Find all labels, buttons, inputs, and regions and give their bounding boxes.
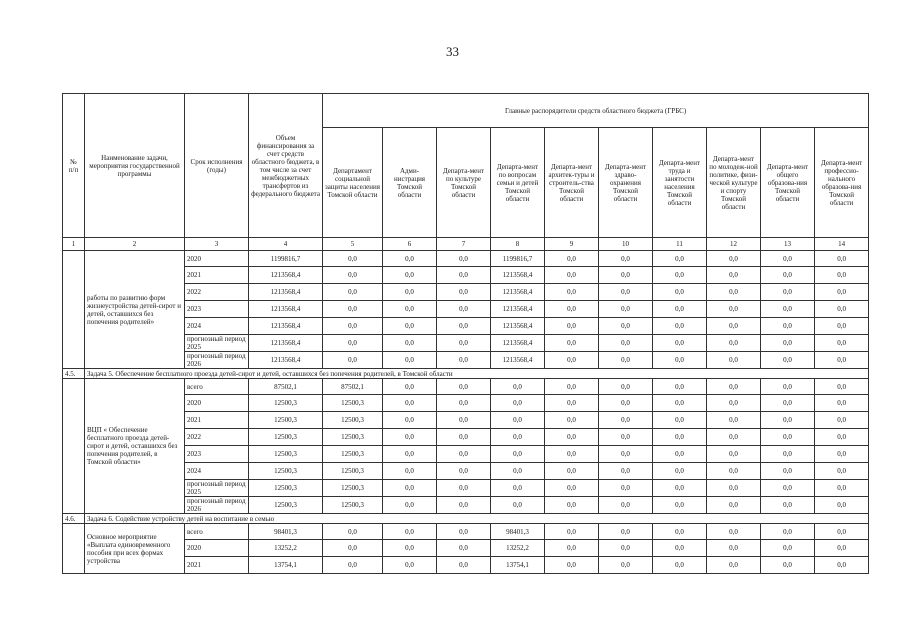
header-dept: Адми-нистрация Томской области <box>383 128 437 238</box>
value-cell: 12500,3 <box>249 446 323 463</box>
value-cell: 0,0 <box>437 301 491 318</box>
task-number: 4.5. <box>63 369 85 379</box>
page-number: 33 <box>446 44 459 59</box>
value-cell: 0,0 <box>383 284 437 301</box>
value-cell: 1213568,4 <box>249 318 323 335</box>
table-row <box>63 524 869 540</box>
value-cell: 0,0 <box>383 379 437 395</box>
value-cell: 0,0 <box>383 301 437 318</box>
column-number: 3 <box>185 238 249 251</box>
value-cell: 0,0 <box>383 557 437 574</box>
header-dept: Департа-мент профессио-нального образова-ния Томской области <box>815 128 869 238</box>
header-volume: Объем финансирования за счет средств областного бюджета, в том числе за счет межбюджетных трансфертов из федерального бюджета <box>249 94 323 238</box>
value-cell: 0,0 <box>491 446 545 463</box>
value-cell: 12500,3 <box>323 395 383 412</box>
value-cell: 12500,3 <box>249 497 323 514</box>
value-cell: 0,0 <box>437 480 491 497</box>
value-cell: 0,0 <box>323 335 383 352</box>
value-cell: 0,0 <box>599 318 653 335</box>
column-number: 8 <box>491 238 545 251</box>
value-cell: 1213568,4 <box>249 301 323 318</box>
value-cell: 0,0 <box>707 540 761 557</box>
header-dept: Департа-мент архитек-туры и строитель-ства Томской области <box>545 128 599 238</box>
value-cell: 0,0 <box>653 557 707 574</box>
value-cell: 1213568,4 <box>249 267 323 284</box>
value-cell: 0,0 <box>599 497 653 514</box>
value-cell: 0,0 <box>653 497 707 514</box>
value-cell: 0,0 <box>545 540 599 557</box>
value-cell: 0,0 <box>815 540 869 557</box>
term-cell: 2021 <box>185 412 249 429</box>
value-cell: 0,0 <box>599 284 653 301</box>
value-cell: 0,0 <box>599 352 653 369</box>
column-number: 7 <box>437 238 491 251</box>
column-number: 9 <box>545 238 599 251</box>
value-cell: 1213568,4 <box>491 352 545 369</box>
value-cell: 0,0 <box>545 497 599 514</box>
value-cell: 0,0 <box>653 335 707 352</box>
header-dept: Департа-мент здраво-охранения Томской области <box>599 128 653 238</box>
term-cell: 2024 <box>185 463 249 480</box>
value-cell: 0,0 <box>491 395 545 412</box>
term-cell: 2023 <box>185 446 249 463</box>
value-cell: 0,0 <box>761 301 815 318</box>
value-cell: 0,0 <box>653 284 707 301</box>
header-dept: Департа-мент по вопросам семьи и детей Томской области <box>491 128 545 238</box>
value-cell: 0,0 <box>707 395 761 412</box>
task-title: Задача 5. Обеспечение бесплатного проезда детей-сирот и детей, оставшихся без попечения родителей, в Томской области <box>85 369 869 379</box>
value-cell: 1213568,4 <box>491 318 545 335</box>
value-cell: 0,0 <box>815 497 869 514</box>
value-cell: 0,0 <box>707 301 761 318</box>
term-cell: всего <box>185 379 249 395</box>
term-cell: 2020 <box>185 540 249 557</box>
value-cell: 0,0 <box>383 497 437 514</box>
value-cell: 12500,3 <box>249 463 323 480</box>
value-cell: 0,0 <box>599 267 653 284</box>
value-cell: 0,0 <box>707 267 761 284</box>
value-cell: 0,0 <box>599 395 653 412</box>
value-cell: 0,0 <box>761 524 815 540</box>
term-cell: прогнозный период 2026 <box>185 497 249 514</box>
value-cell: 0,0 <box>323 284 383 301</box>
value-cell: 87502,1 <box>249 379 323 395</box>
column-number: 12 <box>707 238 761 251</box>
value-cell: 0,0 <box>761 463 815 480</box>
value-cell: 0,0 <box>761 446 815 463</box>
value-cell: 0,0 <box>815 429 869 446</box>
value-cell: 0,0 <box>545 267 599 284</box>
value-cell: 0,0 <box>707 318 761 335</box>
term-cell: 2023 <box>185 301 249 318</box>
value-cell: 0,0 <box>437 540 491 557</box>
value-cell: 0,0 <box>437 412 491 429</box>
value-cell: 0,0 <box>815 335 869 352</box>
value-cell: 0,0 <box>383 267 437 284</box>
value-cell: 0,0 <box>545 379 599 395</box>
value-cell: 0,0 <box>707 352 761 369</box>
value-cell: 0,0 <box>599 379 653 395</box>
value-cell: 0,0 <box>383 251 437 267</box>
value-cell: 0,0 <box>383 335 437 352</box>
row-index <box>63 379 85 514</box>
value-cell: 0,0 <box>761 251 815 267</box>
value-cell: 0,0 <box>761 352 815 369</box>
value-cell: 0,0 <box>545 395 599 412</box>
value-cell: 0,0 <box>437 429 491 446</box>
column-number: 5 <box>323 238 383 251</box>
value-cell: 12500,3 <box>323 480 383 497</box>
value-cell: 0,0 <box>599 412 653 429</box>
value-cell: 0,0 <box>815 446 869 463</box>
value-cell: 0,0 <box>599 463 653 480</box>
value-cell: 12500,3 <box>323 412 383 429</box>
value-cell: 0,0 <box>761 429 815 446</box>
value-cell: 0,0 <box>545 557 599 574</box>
value-cell: 0,0 <box>761 379 815 395</box>
header-num: № п/п <box>63 94 85 238</box>
value-cell: 0,0 <box>491 463 545 480</box>
value-cell: 0,0 <box>761 335 815 352</box>
value-cell: 0,0 <box>707 284 761 301</box>
value-cell: 0,0 <box>761 284 815 301</box>
value-cell: 0,0 <box>437 395 491 412</box>
value-cell: 0,0 <box>707 524 761 540</box>
value-cell: 0,0 <box>437 352 491 369</box>
value-cell: 0,0 <box>383 352 437 369</box>
value-cell: 1213568,4 <box>491 284 545 301</box>
term-cell: 2022 <box>185 429 249 446</box>
activity-name: ВЦП « Обеспечение бесплатного проезда детей-сирот и детей, оставшихся без попечения родителей, в Томской области» <box>85 379 185 514</box>
term-cell: 2020 <box>185 395 249 412</box>
value-cell: 0,0 <box>815 463 869 480</box>
value-cell: 0,0 <box>707 557 761 574</box>
column-number: 4 <box>249 238 323 251</box>
value-cell: 0,0 <box>545 412 599 429</box>
value-cell: 0,0 <box>653 524 707 540</box>
value-cell: 0,0 <box>491 497 545 514</box>
value-cell: 0,0 <box>437 335 491 352</box>
value-cell: 0,0 <box>653 301 707 318</box>
activity-name: работы по развитию форм жизнеустройства детей-сирот и детей, оставшихся без попечения родителей» <box>85 251 185 369</box>
value-cell: 0,0 <box>815 267 869 284</box>
value-cell: 0,0 <box>545 480 599 497</box>
value-cell: 0,0 <box>707 379 761 395</box>
value-cell: 0,0 <box>545 284 599 301</box>
term-cell: 2024 <box>185 318 249 335</box>
value-cell: 0,0 <box>707 429 761 446</box>
value-cell: 0,0 <box>545 318 599 335</box>
value-cell: 0,0 <box>323 524 383 540</box>
value-cell: 0,0 <box>653 429 707 446</box>
activity-name: Основное мероприятие «Выплата единовременного пособия при всех формах устройства <box>85 524 185 574</box>
value-cell: 0,0 <box>761 395 815 412</box>
value-cell: 0,0 <box>545 429 599 446</box>
value-cell: 0,0 <box>323 318 383 335</box>
value-cell: 0,0 <box>653 379 707 395</box>
value-cell: 12500,3 <box>249 429 323 446</box>
value-cell: 0,0 <box>653 395 707 412</box>
value-cell: 0,0 <box>437 463 491 480</box>
value-cell: 0,0 <box>545 352 599 369</box>
term-cell: прогнозный период 2026 <box>185 352 249 369</box>
value-cell: 0,0 <box>599 429 653 446</box>
value-cell: 0,0 <box>653 267 707 284</box>
table-row <box>63 251 869 267</box>
value-cell: 0,0 <box>707 480 761 497</box>
value-cell: 0,0 <box>323 557 383 574</box>
value-cell: 0,0 <box>491 412 545 429</box>
value-cell: 0,0 <box>653 352 707 369</box>
value-cell: 0,0 <box>599 480 653 497</box>
value-cell: 0,0 <box>491 429 545 446</box>
value-cell: 1213568,4 <box>491 267 545 284</box>
value-cell: 0,0 <box>653 412 707 429</box>
value-cell: 0,0 <box>545 463 599 480</box>
term-cell: 2022 <box>185 284 249 301</box>
value-cell: 0,0 <box>599 335 653 352</box>
budget-table <box>62 93 869 574</box>
value-cell: 0,0 <box>323 352 383 369</box>
value-cell: 0,0 <box>437 379 491 395</box>
value-cell: 12500,3 <box>323 446 383 463</box>
table-row <box>63 379 869 395</box>
value-cell: 0,0 <box>761 557 815 574</box>
term-cell: 2021 <box>185 557 249 574</box>
value-cell: 0,0 <box>815 557 869 574</box>
value-cell: 0,0 <box>653 540 707 557</box>
value-cell: 0,0 <box>599 540 653 557</box>
value-cell: 0,0 <box>815 412 869 429</box>
value-cell: 1213568,4 <box>491 301 545 318</box>
value-cell: 13754,1 <box>249 557 323 574</box>
value-cell: 0,0 <box>383 318 437 335</box>
value-cell: 0,0 <box>437 284 491 301</box>
header-dept: Департа-мент по молодеж-ной политике, физи-ческой культуре и спорту Томской области <box>707 128 761 238</box>
value-cell: 87502,1 <box>323 379 383 395</box>
term-cell: прогнозный период 2025 <box>185 480 249 497</box>
value-cell: 0,0 <box>437 446 491 463</box>
value-cell: 98401,3 <box>249 524 323 540</box>
value-cell: 12500,3 <box>249 395 323 412</box>
column-number: 1 <box>63 238 85 251</box>
value-cell: 0,0 <box>653 463 707 480</box>
value-cell: 0,0 <box>323 301 383 318</box>
value-cell: 0,0 <box>653 446 707 463</box>
value-cell: 12500,3 <box>323 463 383 480</box>
value-cell: 0,0 <box>437 318 491 335</box>
value-cell: 12500,3 <box>249 480 323 497</box>
value-cell: 0,0 <box>815 379 869 395</box>
value-cell: 12500,3 <box>323 429 383 446</box>
row-index <box>63 251 85 369</box>
value-cell: 0,0 <box>707 251 761 267</box>
value-cell: 13252,2 <box>249 540 323 557</box>
value-cell: 0,0 <box>383 463 437 480</box>
value-cell: 0,0 <box>437 524 491 540</box>
value-cell: 0,0 <box>761 318 815 335</box>
value-cell: 0,0 <box>599 446 653 463</box>
value-cell: 0,0 <box>383 524 437 540</box>
value-cell: 0,0 <box>599 524 653 540</box>
value-cell: 0,0 <box>599 301 653 318</box>
value-cell: 0,0 <box>491 480 545 497</box>
value-cell: 0,0 <box>815 524 869 540</box>
value-cell: 0,0 <box>707 463 761 480</box>
value-cell: 0,0 <box>707 497 761 514</box>
value-cell: 98401,3 <box>491 524 545 540</box>
value-cell: 0,0 <box>707 335 761 352</box>
value-cell: 0,0 <box>761 480 815 497</box>
term-cell: всего <box>185 524 249 540</box>
task-row <box>63 369 869 379</box>
header-term: Срок исполнения (годы) <box>185 94 249 238</box>
value-cell: 1199816,7 <box>491 251 545 267</box>
value-cell: 0,0 <box>707 446 761 463</box>
value-cell: 12500,3 <box>323 497 383 514</box>
value-cell: 0,0 <box>323 251 383 267</box>
value-cell: 0,0 <box>437 251 491 267</box>
value-cell: 13754,1 <box>491 557 545 574</box>
value-cell: 1199816,7 <box>249 251 323 267</box>
value-cell: 0,0 <box>707 412 761 429</box>
term-cell: прогнозный период 2025 <box>185 335 249 352</box>
value-cell: 0,0 <box>383 395 437 412</box>
value-cell: 0,0 <box>437 497 491 514</box>
value-cell: 0,0 <box>545 251 599 267</box>
term-cell: 2020 <box>185 251 249 267</box>
value-cell: 0,0 <box>383 540 437 557</box>
value-cell: 0,0 <box>815 318 869 335</box>
column-number: 10 <box>599 238 653 251</box>
value-cell: 0,0 <box>545 446 599 463</box>
value-cell: 0,0 <box>383 480 437 497</box>
column-number: 14 <box>815 238 869 251</box>
column-number: 2 <box>85 238 185 251</box>
header-name: Наименование задачи, мероприятия государственной программы <box>85 94 185 238</box>
header-dept: Департамент социальной защиты населения Томской области <box>323 128 383 238</box>
value-cell: 0,0 <box>437 267 491 284</box>
value-cell: 0,0 <box>653 318 707 335</box>
value-cell: 0,0 <box>545 524 599 540</box>
value-cell: 0,0 <box>761 540 815 557</box>
value-cell: 0,0 <box>815 301 869 318</box>
value-cell: 0,0 <box>599 557 653 574</box>
value-cell: 13252,2 <box>491 540 545 557</box>
row-index <box>63 524 85 574</box>
value-cell: 0,0 <box>815 395 869 412</box>
value-cell: 0,0 <box>383 446 437 463</box>
task-title: Задача 6. Содействие устройству детей на воспитание в семью <box>85 514 869 524</box>
header-dept: Департа-мент общего образова-ния Томской области <box>761 128 815 238</box>
value-cell: 0,0 <box>815 284 869 301</box>
value-cell: 0,0 <box>545 301 599 318</box>
value-cell: 1213568,4 <box>491 335 545 352</box>
header-grbs: Главные распорядители средств областного бюджета (ГРБС) <box>323 94 869 128</box>
value-cell: 0,0 <box>383 429 437 446</box>
value-cell: 0,0 <box>653 251 707 267</box>
value-cell: 1213568,4 <box>249 284 323 301</box>
value-cell: 1213568,4 <box>249 352 323 369</box>
value-cell: 0,0 <box>761 412 815 429</box>
value-cell: 1213568,4 <box>249 335 323 352</box>
value-cell: 0,0 <box>815 251 869 267</box>
value-cell: 0,0 <box>599 251 653 267</box>
task-row <box>63 514 869 524</box>
value-cell: 0,0 <box>653 480 707 497</box>
column-number: 11 <box>653 238 707 251</box>
value-cell: 0,0 <box>437 557 491 574</box>
task-number: 4.6. <box>63 514 85 524</box>
value-cell: 0,0 <box>815 352 869 369</box>
value-cell: 0,0 <box>323 540 383 557</box>
value-cell: 0,0 <box>761 497 815 514</box>
header-dept: Департа-мент труда и занятости населения Томской области <box>653 128 707 238</box>
column-number: 6 <box>383 238 437 251</box>
value-cell: 12500,3 <box>249 412 323 429</box>
value-cell: 0,0 <box>545 335 599 352</box>
column-number: 13 <box>761 238 815 251</box>
value-cell: 0,0 <box>491 379 545 395</box>
term-cell: 2021 <box>185 267 249 284</box>
header-dept: Департа-мент по культуре Томской области <box>437 128 491 238</box>
value-cell: 0,0 <box>815 480 869 497</box>
value-cell: 0,0 <box>761 267 815 284</box>
value-cell: 0,0 <box>383 412 437 429</box>
value-cell: 0,0 <box>323 267 383 284</box>
